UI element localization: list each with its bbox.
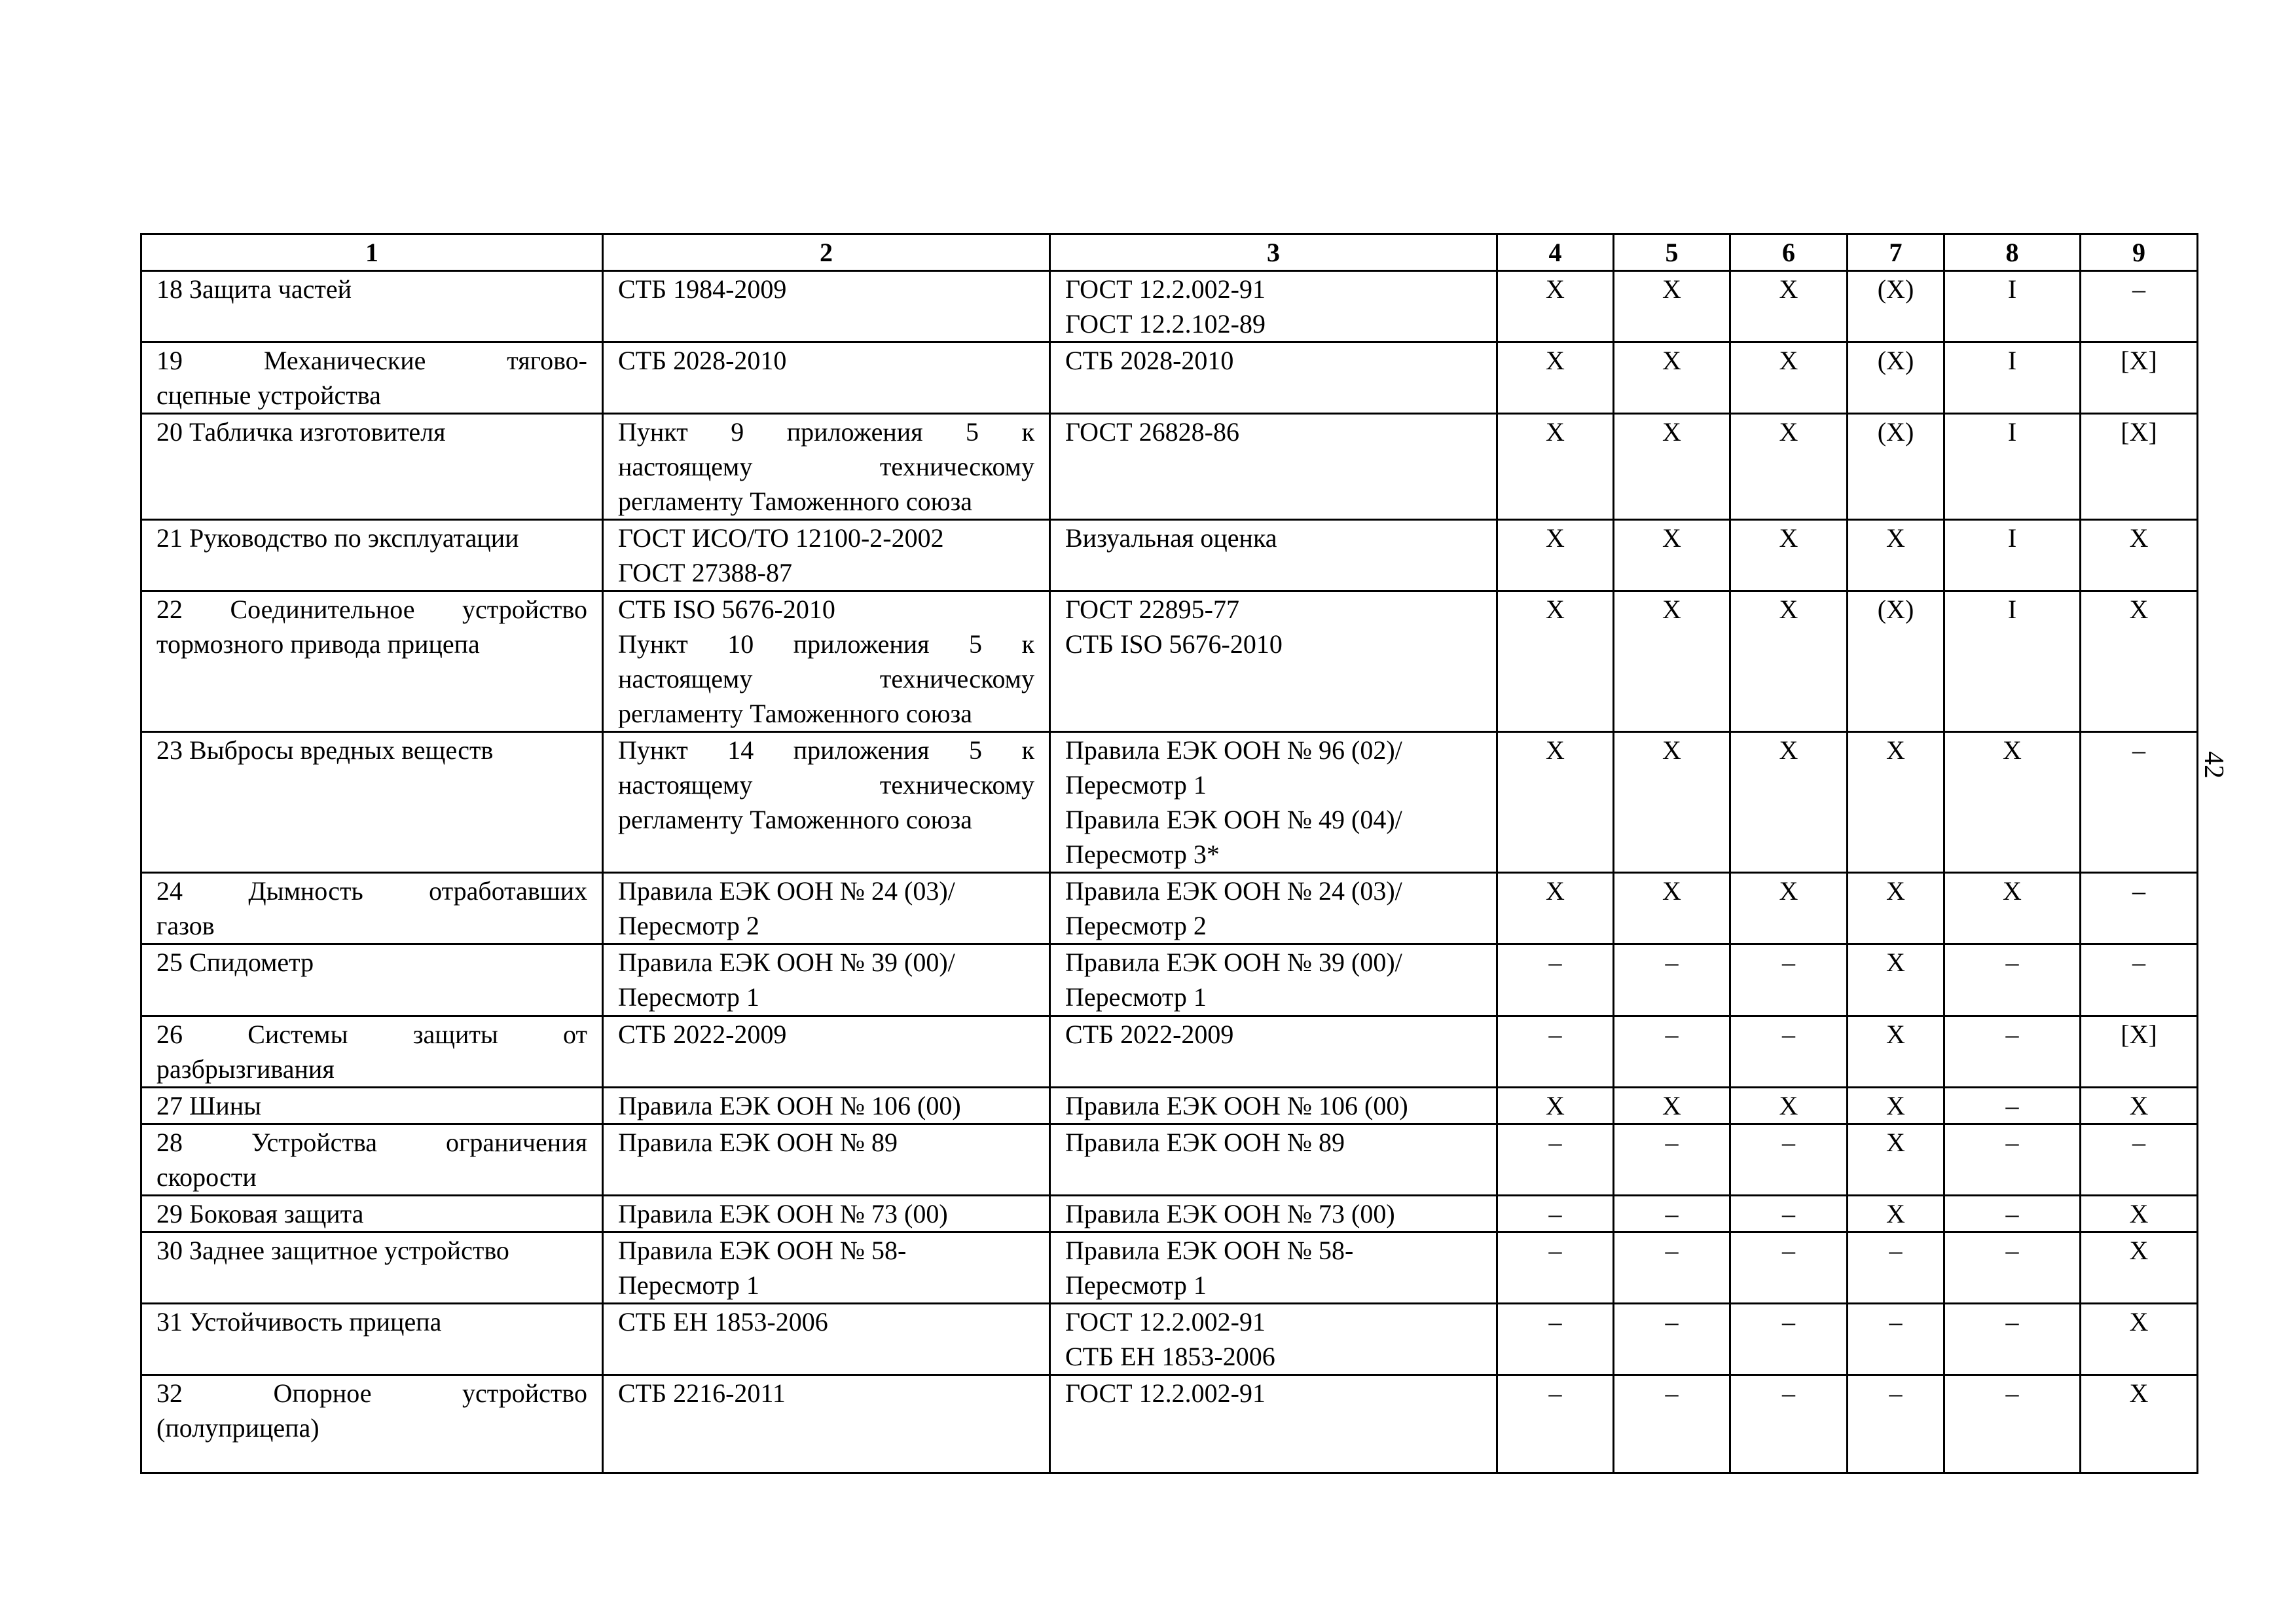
test-method-cell (1050, 1088, 1497, 1124)
col-header-2: 2 (603, 234, 1050, 271)
mark-cell-col-9: X (2081, 1304, 2198, 1375)
cell-line: ГОСТ 22895-77 (1065, 595, 1239, 624)
table-row (141, 1196, 2198, 1232)
mark-cell-col-6: – (1730, 1304, 1848, 1375)
mark-cell-col-6: – (1730, 1196, 1848, 1232)
mark-cell-col-8: I (1944, 520, 2081, 591)
table-row (141, 342, 2198, 414)
mark-cell-col-4: X (1497, 591, 1614, 732)
mark-cell-col-8: – (1944, 1088, 2081, 1124)
cell-line: Пункт 14 приложения 5 к (618, 735, 1034, 765)
cell-line: СТБ 2028-2010 (618, 346, 787, 375)
mark-cell-col-9: – (2081, 271, 2198, 342)
col-header-3: 3 (1050, 234, 1497, 271)
mark-cell-col-5: – (1614, 1124, 1730, 1196)
mark-cell-col-5: X (1614, 591, 1730, 732)
cell-line: Пересмотр 1 (1065, 1270, 1207, 1300)
cell-line: Правила ЕЭК ООН № 96 (02)/ (1065, 735, 1402, 765)
test-method-cell (1050, 342, 1497, 414)
mark-cell-col-7: X (1848, 520, 1944, 591)
table-row (141, 1232, 2198, 1304)
requirements-doc-cell (603, 414, 1050, 520)
cell-line: Правила ЕЭК ООН № 49 (04)/ (1065, 805, 1402, 834)
mark-cell-col-8: – (1944, 1016, 2081, 1088)
cell-line: настоящему техническому (618, 770, 1034, 800)
mark-cell-col-8: – (1944, 944, 2081, 1016)
mark-cell-col-8: X (1944, 732, 2081, 873)
cell-line: СТБ ЕН 1853-2006 (618, 1307, 828, 1337)
component-cell (141, 1088, 603, 1124)
mark-cell-col-8: I (1944, 591, 2081, 732)
requirements-doc-cell (603, 1124, 1050, 1196)
component-cell (141, 1196, 603, 1232)
cell-line: тормозного привода прицепа (156, 629, 480, 659)
cell-line: настоящему техническому (618, 664, 1034, 693)
test-method-cell (1050, 520, 1497, 591)
table-row (141, 1375, 2198, 1473)
cell-line: СТБ ISO 5676-2010 (618, 595, 835, 624)
test-method-cell (1050, 271, 1497, 342)
test-method-cell (1050, 414, 1497, 520)
table-row (141, 1016, 2198, 1088)
table-row (141, 1124, 2198, 1196)
mark-cell-col-5: X (1614, 520, 1730, 591)
mark-cell-col-4: X (1497, 271, 1614, 342)
component-cell (141, 520, 603, 591)
mark-cell-col-7: X (1848, 873, 1944, 944)
cell-line: 29 Боковая защита (156, 1199, 364, 1228)
cell-line: ГОСТ 12.2.002-91 (1065, 1307, 1266, 1337)
cell-line: скорости (156, 1162, 257, 1192)
cell-line: регламенту Таможенного союза (618, 699, 973, 728)
mark-cell-col-7: (X) (1848, 414, 1944, 520)
cell-line: Пункт 10 приложения 5 к (618, 629, 1034, 659)
cell-line: 28 Устройства ограничения (156, 1128, 587, 1157)
cell-line: ГОСТ 27388-87 (618, 558, 792, 587)
cell-line: ГОСТ 12.2.002-91 (1065, 274, 1266, 304)
table-row (141, 1304, 2198, 1375)
mark-cell-col-7: (X) (1848, 591, 1944, 732)
mark-cell-col-4: X (1497, 732, 1614, 873)
requirements-doc-cell (603, 271, 1050, 342)
component-cell (141, 414, 603, 520)
mark-cell-col-6: – (1730, 1375, 1848, 1473)
cell-line: Правила ЕЭК ООН № 24 (03)/ (618, 876, 955, 906)
test-method-cell (1050, 1232, 1497, 1304)
mark-cell-col-6: X (1730, 342, 1848, 414)
mark-cell-col-9: X (2081, 520, 2198, 591)
cell-line: Правила ЕЭК ООН № 58- (1065, 1236, 1354, 1265)
mark-cell-col-9: [X] (2081, 342, 2198, 414)
mark-cell-col-5: – (1614, 944, 1730, 1016)
requirements-doc-cell (603, 1196, 1050, 1232)
cell-line: Пункт 9 приложения 5 к (618, 417, 1034, 447)
requirements-doc-cell (603, 873, 1050, 944)
cell-line: 24 Дымность отработавших (156, 876, 587, 906)
cell-line: Правила ЕЭК ООН № 39 (00)/ (618, 948, 955, 977)
table-body (141, 271, 2198, 1473)
table-row (141, 732, 2198, 873)
test-method-cell (1050, 944, 1497, 1016)
table-row (141, 1088, 2198, 1124)
mark-cell-col-5: X (1614, 414, 1730, 520)
component-cell (141, 342, 603, 414)
cell-line: 23 Выбросы вредных веществ (156, 735, 494, 765)
mark-cell-col-5: – (1614, 1016, 1730, 1088)
mark-cell-col-5: – (1614, 1232, 1730, 1304)
cell-line: СТБ 2022-2009 (618, 1020, 787, 1049)
mark-cell-col-7: – (1848, 1232, 1944, 1304)
component-cell (141, 1375, 603, 1473)
mark-cell-col-6: X (1730, 1088, 1848, 1124)
cell-line: регламенту Таможенного союза (618, 487, 973, 516)
mark-cell-col-7: (X) (1848, 342, 1944, 414)
cell-line: Пересмотр 3* (1065, 840, 1220, 869)
mark-cell-col-5: – (1614, 1304, 1730, 1375)
cell-line: регламенту Таможенного союза (618, 805, 973, 834)
table-row (141, 271, 2198, 342)
mark-cell-col-7: X (1848, 1196, 1944, 1232)
cell-line: ГОСТ 12.2.002-91 (1065, 1378, 1266, 1408)
header-row (141, 234, 2198, 271)
col-header-1: 1 (141, 234, 603, 271)
mark-cell-col-5: X (1614, 732, 1730, 873)
cell-line: СТБ 2028-2010 (1065, 346, 1234, 375)
mark-cell-col-6: X (1730, 520, 1848, 591)
component-cell (141, 732, 603, 873)
component-cell (141, 873, 603, 944)
component-cell (141, 271, 603, 342)
cell-line: СТБ 1984-2009 (618, 274, 787, 304)
mark-cell-col-6: X (1730, 271, 1848, 342)
mark-cell-col-7: X (1848, 1016, 1944, 1088)
cell-line: ГОСТ 12.2.102-89 (1065, 309, 1266, 339)
mark-cell-col-6: X (1730, 732, 1848, 873)
component-cell (141, 1232, 603, 1304)
requirements-doc-cell (603, 1088, 1050, 1124)
cell-line: ГОСТ ИСО/ТО 12100-2-2002 (618, 523, 944, 553)
table-row (141, 591, 2198, 732)
mark-cell-col-8: I (1944, 414, 2081, 520)
cell-line: Визуальная оценка (1065, 523, 1277, 553)
cell-line: 27 Шины (156, 1091, 262, 1120)
cell-line: Правила ЕЭК ООН № 89 (1065, 1128, 1345, 1157)
cell-line: Правила ЕЭК ООН № 106 (00) (1065, 1091, 1408, 1120)
cell-line: Пересмотр 1 (618, 1270, 759, 1300)
component-cell (141, 1016, 603, 1088)
cell-line: сцепные устройства (156, 380, 381, 410)
requirements-doc-cell (603, 342, 1050, 414)
mark-cell-col-9: X (2081, 1232, 2198, 1304)
mark-cell-col-4: X (1497, 342, 1614, 414)
cell-line: 18 Защита частей (156, 274, 352, 304)
cell-line: Пересмотр 1 (1065, 770, 1207, 800)
test-method-cell (1050, 1304, 1497, 1375)
cell-line: 25 Спидометр (156, 948, 314, 977)
mark-cell-col-7: – (1848, 1304, 1944, 1375)
mark-cell-col-4: – (1497, 1232, 1614, 1304)
component-cell (141, 1124, 603, 1196)
mark-cell-col-5: X (1614, 271, 1730, 342)
cell-line: 19 Механические тягово- (156, 346, 587, 375)
cell-line: (полуприцепа) (156, 1413, 319, 1443)
cell-line: СТБ 2022-2009 (1065, 1020, 1234, 1049)
mark-cell-col-8: – (1944, 1375, 2081, 1473)
cell-line: 26 Системы защиты от (156, 1020, 587, 1049)
cell-line: настоящему техническому (618, 452, 1034, 481)
mark-cell-col-8: I (1944, 342, 2081, 414)
requirements-doc-cell (603, 1016, 1050, 1088)
test-method-cell (1050, 873, 1497, 944)
mark-cell-col-7: X (1848, 1088, 1944, 1124)
cell-line: 30 Заднее защитное устройство (156, 1236, 509, 1265)
test-method-cell (1050, 732, 1497, 873)
test-method-cell (1050, 1196, 1497, 1232)
page-number: 42 (2198, 751, 2229, 779)
cell-line: 31 Устойчивость прицепа (156, 1307, 442, 1337)
mark-cell-col-7: – (1848, 1375, 1944, 1473)
cell-line: газов (156, 911, 215, 940)
mark-cell-col-9: [X] (2081, 414, 2198, 520)
mark-cell-col-8: X (1944, 873, 2081, 944)
mark-cell-col-6: X (1730, 873, 1848, 944)
cell-line: СТБ 2216-2011 (618, 1378, 786, 1408)
mark-cell-col-5: X (1614, 342, 1730, 414)
col-header-7: 7 (1848, 234, 1944, 271)
test-method-cell (1050, 591, 1497, 732)
col-header-9: 9 (2081, 234, 2198, 271)
mark-cell-col-4: X (1497, 520, 1614, 591)
mark-cell-col-5: – (1614, 1375, 1730, 1473)
requirements-doc-cell (603, 1232, 1050, 1304)
mark-cell-col-5: – (1614, 1196, 1730, 1232)
mark-cell-col-6: X (1730, 414, 1848, 520)
mark-cell-col-9: X (2081, 1088, 2198, 1124)
mark-cell-col-9: [X] (2081, 1016, 2198, 1088)
mark-cell-col-9: – (2081, 1124, 2198, 1196)
mark-cell-col-4: – (1497, 1304, 1614, 1375)
mark-cell-col-5: X (1614, 1088, 1730, 1124)
mark-cell-col-5: X (1614, 873, 1730, 944)
cell-line: Правила ЕЭК ООН № 73 (00) (618, 1199, 948, 1228)
table-row (141, 414, 2198, 520)
mark-cell-col-9: – (2081, 732, 2198, 873)
mark-cell-col-9: – (2081, 944, 2198, 1016)
mark-cell-col-4: – (1497, 1375, 1614, 1473)
mark-cell-col-8: – (1944, 1232, 2081, 1304)
cell-line: Правила ЕЭК ООН № 39 (00)/ (1065, 948, 1402, 977)
mark-cell-col-6: – (1730, 1124, 1848, 1196)
cell-line: СТБ ЕН 1853-2006 (1065, 1342, 1275, 1371)
cell-line: разбрызгивания (156, 1054, 335, 1084)
requirements-doc-cell (603, 591, 1050, 732)
requirements-doc-cell (603, 944, 1050, 1016)
col-header-6: 6 (1730, 234, 1848, 271)
cell-line: Правила ЕЭК ООН № 106 (00) (618, 1091, 961, 1120)
requirements-doc-cell (603, 520, 1050, 591)
cell-line: Правила ЕЭК ООН № 89 (618, 1128, 898, 1157)
mark-cell-col-4: X (1497, 1088, 1614, 1124)
requirements-table (140, 233, 2198, 1474)
mark-cell-col-8: – (1944, 1196, 2081, 1232)
mark-cell-col-6: X (1730, 591, 1848, 732)
cell-line: ГОСТ 26828-86 (1065, 417, 1239, 447)
cell-line: 22 Соединительное устройство (156, 595, 587, 624)
mark-cell-col-4: – (1497, 1196, 1614, 1232)
mark-cell-col-4: – (1497, 1016, 1614, 1088)
col-header-4: 4 (1497, 234, 1614, 271)
test-method-cell (1050, 1375, 1497, 1473)
cell-line: 32 Опорное устройство (156, 1378, 587, 1408)
cell-line: Правила ЕЭК ООН № 58- (618, 1236, 907, 1265)
mark-cell-col-6: – (1730, 944, 1848, 1016)
mark-cell-col-7: (X) (1848, 271, 1944, 342)
table-row (141, 944, 2198, 1016)
mark-cell-col-4: – (1497, 944, 1614, 1016)
cell-line: 20 Табличка изготовителя (156, 417, 446, 447)
mark-cell-col-9: – (2081, 873, 2198, 944)
mark-cell-col-8: – (1944, 1124, 2081, 1196)
mark-cell-col-9: X (2081, 1196, 2198, 1232)
test-method-cell (1050, 1016, 1497, 1088)
cell-line: Правила ЕЭК ООН № 73 (00) (1065, 1199, 1395, 1228)
col-header-8: 8 (1944, 234, 2081, 271)
cell-line: Пересмотр 1 (1065, 982, 1207, 1012)
mark-cell-col-4: – (1497, 1124, 1614, 1196)
mark-cell-col-4: X (1497, 873, 1614, 944)
component-cell (141, 1304, 603, 1375)
cell-line: Пересмотр 1 (618, 982, 759, 1012)
requirements-doc-cell (603, 1304, 1050, 1375)
requirements-doc-cell (603, 732, 1050, 873)
component-cell (141, 591, 603, 732)
cell-line: Пересмотр 2 (618, 911, 759, 940)
table-row (141, 873, 2198, 944)
mark-cell-col-7: X (1848, 732, 1944, 873)
mark-cell-col-7: X (1848, 944, 1944, 1016)
mark-cell-col-6: – (1730, 1232, 1848, 1304)
requirements-doc-cell (603, 1375, 1050, 1473)
mark-cell-col-7: X (1848, 1124, 1944, 1196)
mark-cell-col-9: X (2081, 591, 2198, 732)
col-header-5: 5 (1614, 234, 1730, 271)
mark-cell-col-4: X (1497, 414, 1614, 520)
mark-cell-col-9: X (2081, 1375, 2198, 1473)
cell-line: СТБ ISO 5676-2010 (1065, 629, 1283, 659)
component-cell (141, 944, 603, 1016)
mark-cell-col-6: – (1730, 1016, 1848, 1088)
mark-cell-col-8: – (1944, 1304, 2081, 1375)
cell-line: Правила ЕЭК ООН № 24 (03)/ (1065, 876, 1402, 906)
cell-line: Пересмотр 2 (1065, 911, 1207, 940)
cell-line: 21 Руководство по эксплуатации (156, 523, 519, 553)
mark-cell-col-8: I (1944, 271, 2081, 342)
table-row (141, 520, 2198, 591)
test-method-cell (1050, 1124, 1497, 1196)
